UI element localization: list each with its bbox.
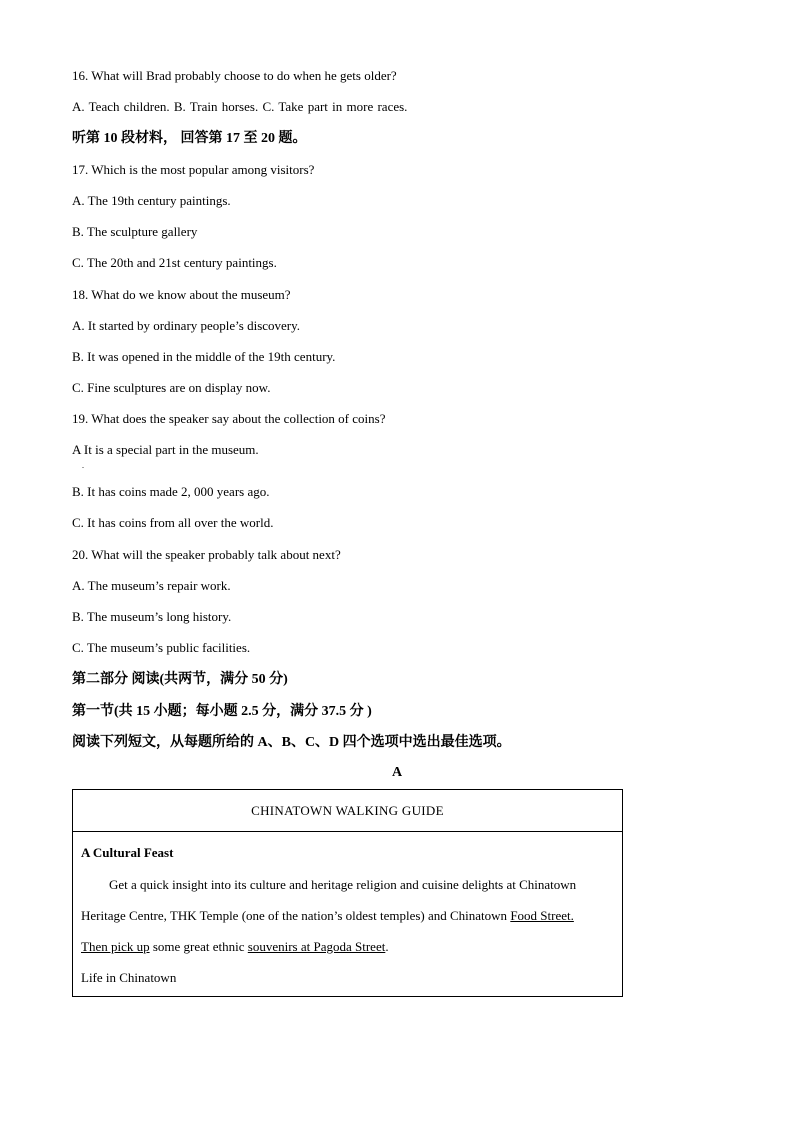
passage-letter: A <box>391 765 403 780</box>
guide-line-3-period: . <box>385 939 389 954</box>
q19-option-b: B. It has coins made 2, 000 years ago. <box>72 484 270 499</box>
guide-paragraph-line-3 <box>81 939 389 955</box>
q16-stem: 16. What will Brad probably choose to do when he gets older? <box>72 68 397 83</box>
q18-option-b: B. It was opened in the middle of the 19th century. <box>72 349 336 364</box>
q16-options: A. Teach children. B. Train horses. C. Take part in more races. <box>72 99 408 114</box>
guide-paragraph-line-1: Get a quick insight into its culture and heritage religion and cuisine delights at Chinatown <box>109 877 577 892</box>
q20-option-c: C. The museum’s public facilities. <box>72 640 251 655</box>
q20-stem: 20. What will the speaker probably talk about next? <box>72 547 341 562</box>
q20-option-b: B. The museum’s long history. <box>72 609 232 624</box>
q17-option-b: B. The sculpture gallery <box>72 224 198 239</box>
guide-title: CHINATOWN WALKING GUIDE <box>73 790 622 832</box>
food-street-underlined: Food Street. <box>510 908 574 923</box>
part-two-heading: 第二部分 阅读(共两节，满分 50 分) <box>72 672 288 687</box>
reading-instruction: 阅读下列短文，从每题所给的 A、B、C、D 四个选项中选出最佳选项。 <box>72 735 511 750</box>
q18-option-a: A. It started by ordinary people’s discovery. <box>72 318 301 333</box>
guide-line-2-text: Heritage Centre, THK Temple (one of the nation’s oldest temples) and Chinatown <box>81 908 511 923</box>
q17-option-a: A. The 19th century paintings. <box>72 193 231 208</box>
guide-section-title: A Cultural Feast <box>81 845 174 860</box>
section-10-heading: 听第 10 段材料， 回答第 17 至 20 题。 <box>72 131 307 146</box>
walking-guide-box <box>72 789 623 997</box>
q17-stem: 17. Which is the most popular among visitors? <box>72 162 315 177</box>
q19-option-a: A It is a special part in the museum. <box>72 442 259 457</box>
q19-option-c: C. It has coins from all over the world. <box>72 515 274 530</box>
stray-dot-mark: . <box>82 461 84 470</box>
guide-line-3-text: some great ethnic <box>149 939 248 954</box>
guide-paragraph-line-2 <box>81 908 574 924</box>
section-one-heading: 第一节(共 15 小题；每小题 2.5 分，满分 37.5 分 ) <box>72 704 372 719</box>
q19-stem: 19. What does the speaker say about the collection of coins? <box>72 411 386 426</box>
then-pick-up-underlined: Then pick up <box>81 939 150 954</box>
q17-option-c: C. The 20th and 21st century paintings. <box>72 255 277 270</box>
life-in-chinatown-heading: Life in Chinatown <box>81 970 177 985</box>
q18-option-c: C. Fine sculptures are on display now. <box>72 380 271 395</box>
q18-stem: 18. What do we know about the museum? <box>72 287 291 302</box>
q20-option-a: A. The museum’s repair work. <box>72 578 231 593</box>
pagoda-street-underlined: souvenirs at Pagoda Street <box>247 939 386 954</box>
